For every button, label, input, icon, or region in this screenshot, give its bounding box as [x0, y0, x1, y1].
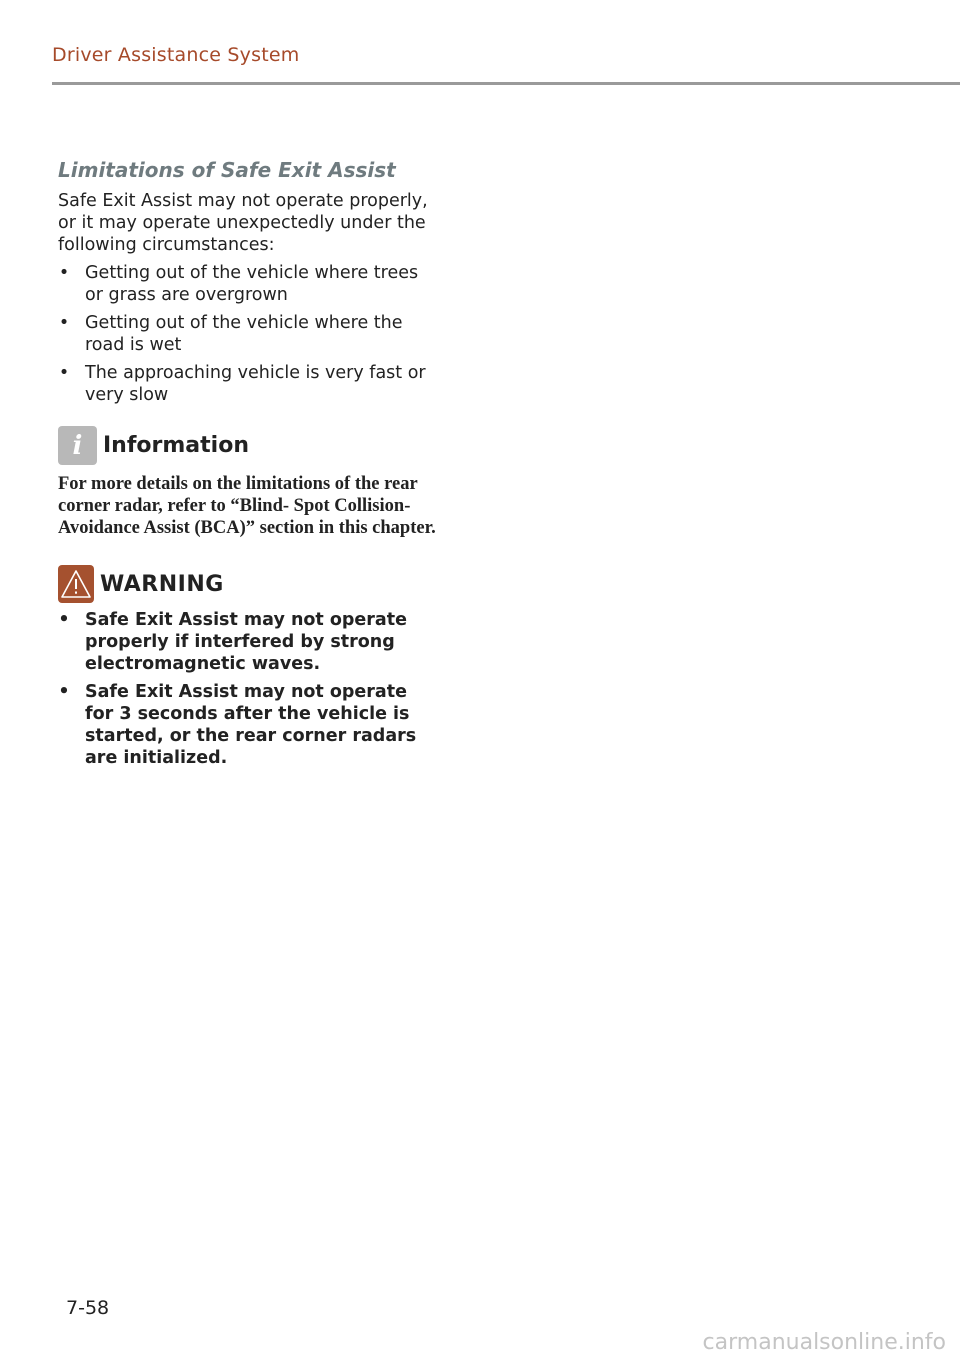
content-column	[58, 158, 440, 775]
limitations-list	[58, 262, 440, 406]
bullet-dot: •	[58, 263, 70, 283]
information-heading	[58, 426, 440, 465]
section-title: Limitations of Safe Exit Assist	[58, 158, 396, 182]
page-number: 7-58	[66, 1297, 110, 1319]
header-divider	[52, 82, 960, 85]
bullet-dot: •	[58, 610, 70, 630]
warning-heading	[58, 565, 440, 603]
section-intro: Safe Exit Assist may not operate properly, or it may operate unexpectedly under the following circumstances:	[58, 191, 428, 255]
info-icon: i	[58, 426, 97, 465]
list-item-text: Safe Exit Assist may not operate properly if interfered by strong electromagnetic waves.	[85, 610, 407, 674]
list-item	[58, 362, 440, 406]
watermark: carmanualsonline.info	[702, 1330, 946, 1355]
list-item-text: Getting out of the vehicle where trees or grass are overgrown	[85, 263, 419, 305]
information-title: Information	[103, 433, 249, 458]
list-item	[58, 681, 440, 769]
bullet-dot: •	[58, 313, 70, 333]
warning-title: WARNING	[100, 571, 224, 597]
list-item	[58, 262, 440, 306]
warning-list	[58, 609, 440, 769]
list-item	[58, 312, 440, 356]
list-item	[58, 609, 440, 675]
bullet-dot: •	[58, 363, 70, 383]
information-text: For more details on the limitations of the rear corner radar, refer to “Blind- Spot Collision-Avoidance Assist (BCA)” section in this chapter.	[58, 474, 436, 538]
list-item-text: Safe Exit Assist may not operate for 3 seconds after the vehicle is started, or the rear corner radars are initialized.	[85, 682, 417, 768]
list-item-text: The approaching vehicle is very fast or very slow	[85, 363, 426, 405]
warning-triangle-icon	[58, 565, 94, 603]
chapter-header: Driver Assistance System	[52, 44, 300, 66]
list-item-text: Getting out of the vehicle where the road is wet	[85, 313, 403, 355]
bullet-dot: •	[58, 682, 70, 702]
